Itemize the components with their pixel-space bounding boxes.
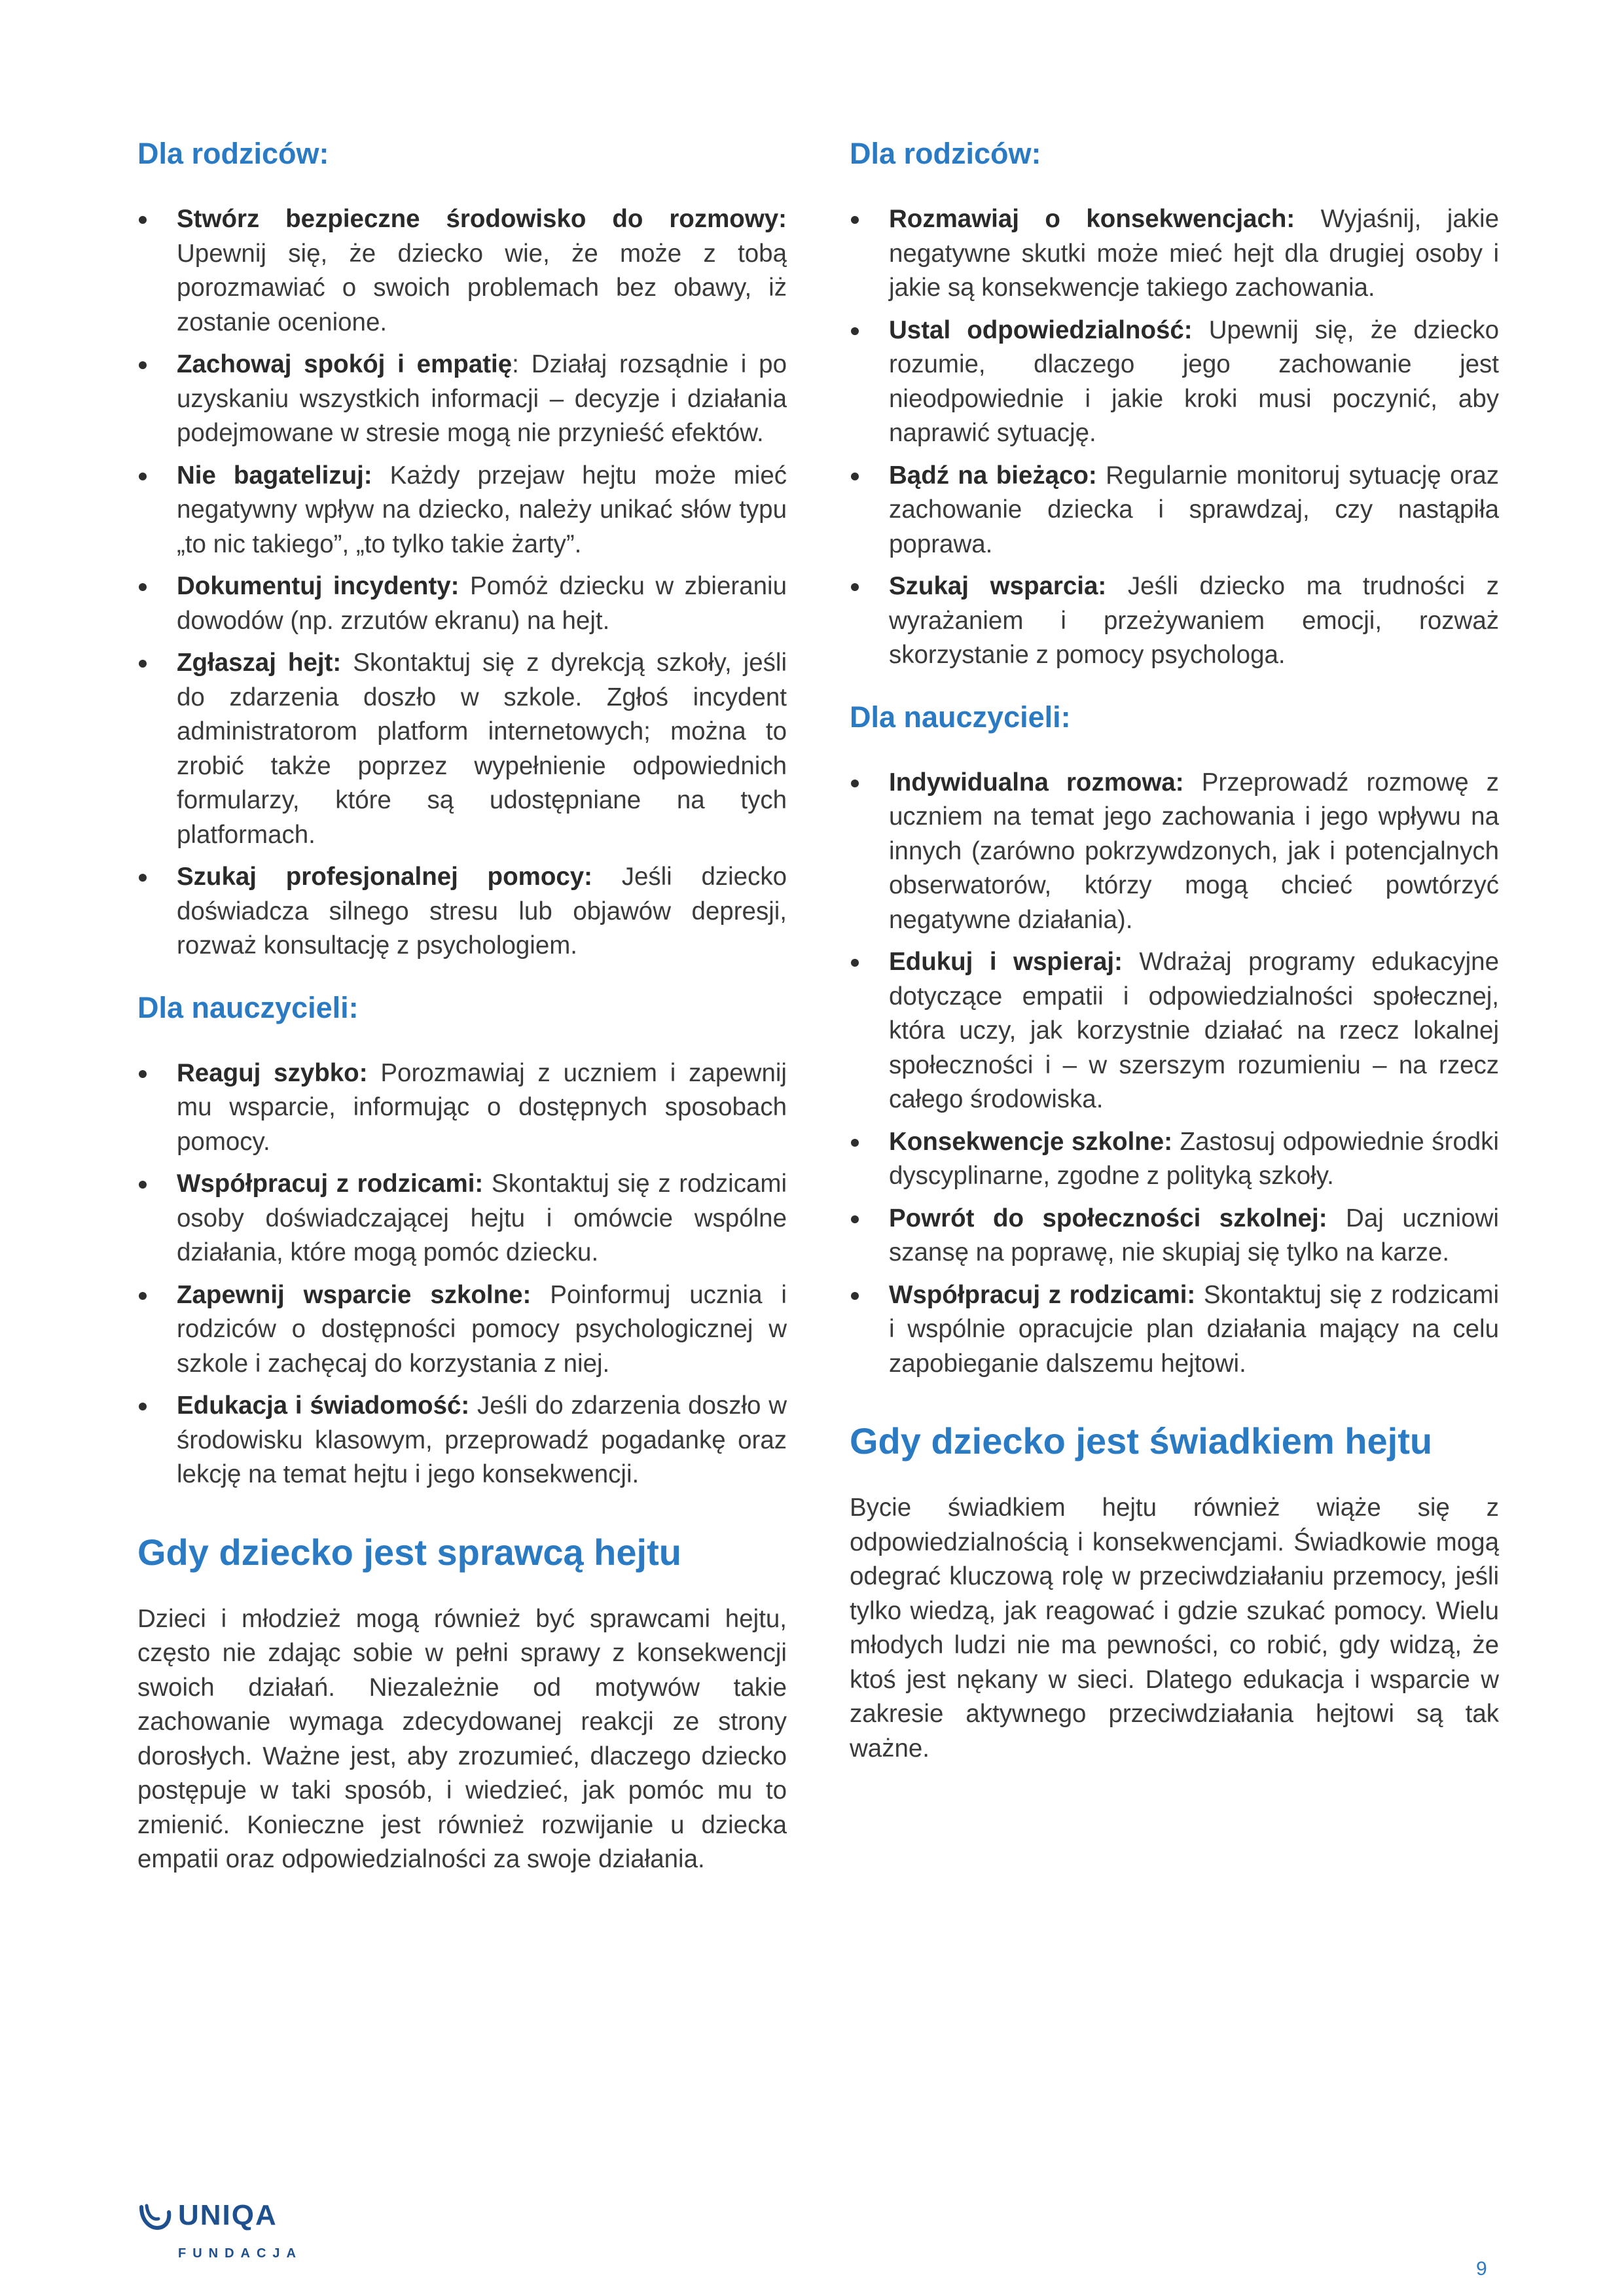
list-item	[850, 314, 1499, 451]
right-teachers-list	[850, 766, 1499, 1382]
right-column	[850, 134, 1499, 1766]
list-item-text: Upewnij się, że dziecko wie, że może z tobą porozmawiać o swoich problemach bez obawy, iż zostanie ocenione.	[177, 239, 787, 336]
logo-name: UNIQA	[178, 2199, 278, 2231]
list-item	[137, 860, 787, 963]
list-item	[850, 766, 1499, 938]
list-item-text: Skontaktuj się z rodzicami i wspólnie opracujcie plan działania mający na celu zapobieganie dalszemu hejtowi.	[889, 1280, 1499, 1378]
list-item	[137, 646, 787, 852]
list-item	[137, 202, 787, 340]
list-item-text: Jeśli dziecko ma trudności z wyrażaniem i przeżywaniem emocji, rozważ skorzystanie z pomocy psychologa.	[889, 572, 1499, 669]
bullet-dot-icon	[139, 1403, 147, 1410]
bullet-dot-icon	[851, 1292, 859, 1300]
list-item-lead: Szukaj wsparcia:	[889, 572, 1107, 600]
list-item-lead: Zgłaszaj hejt:	[177, 649, 342, 677]
list-item-lead: Współpracuj z rodzicami:	[177, 1170, 484, 1198]
bullet-dot-icon	[851, 1139, 859, 1147]
list-item	[850, 945, 1499, 1117]
bullet-dot-icon	[139, 216, 147, 224]
list-item-lead: Ustal odpowiedzialność:	[889, 315, 1193, 344]
list-item-text: : Działaj rozsądnie i po uzyskaniu wszystkich informacji – decyzje i działania podejmowane w stresie mogą nie przynieść efektów.	[177, 350, 787, 447]
list-item-text: Skontaktuj się z dyrekcją szkoły, jeśli do zdarzenia doszło w szkole. Zgłoś incydent administratorom platform internetowych; można to zrobić także poprzez wypełnienie odpowiednich formularzy, które są udostępniane na tych platformach.	[177, 649, 787, 849]
bullet-dot-icon	[851, 583, 859, 591]
list-item	[137, 1389, 787, 1492]
list-item-lead: Reaguj szybko:	[177, 1058, 368, 1087]
list-item	[850, 1278, 1499, 1382]
list-item-text: Wyjaśnij, jakie negatywne skutki może mieć hejt dla drugiej osoby i jakie są konsekwencje takiego zachowania.	[889, 205, 1499, 302]
list-item-lead: Nie bagatelizuj:	[177, 461, 372, 490]
list-item	[850, 459, 1499, 562]
list-item-lead: Edukuj i wspieraj:	[889, 948, 1123, 976]
list-item-lead: Edukacja i świadomość:	[177, 1391, 470, 1420]
list-item-text: Upewnij się, że dziecko rozumie, dlaczego jego zachowanie jest nieodpowiednie i jakie kroki musi poczynić, aby naprawić sytuację.	[889, 315, 1499, 447]
right-parents-list	[850, 202, 1499, 673]
list-item-lead: Zapewnij wsparcie szkolne:	[177, 1280, 532, 1309]
list-item	[137, 569, 787, 638]
list-item-text: Porozmawiaj z uczniem i zapewnij mu wsparcie, informując o dostępnych sposobach pomocy.	[177, 1058, 787, 1156]
list-item-lead: Powrót do społeczności szkolnej:	[889, 1204, 1327, 1232]
list-item-text: Wdrażaj programy edukacyjne dotyczące empatii i odpowiedzialności społecznej, która uczy, jak korzystnie działać na rzecz lokalnej społeczności i – w szerszym rozumieniu – na rzecz całego środowiska.	[889, 948, 1499, 1113]
list-item	[850, 1202, 1499, 1270]
list-item	[137, 1278, 787, 1382]
left-teachers-list	[137, 1056, 787, 1492]
list-item	[850, 569, 1499, 673]
list-item-text: Zastosuj odpowiednie środki dyscyplinarne, zgodne z polityką szkoły.	[889, 1127, 1499, 1190]
bullet-dot-icon	[139, 874, 147, 882]
list-item-lead: Współpracuj z rodzicami:	[889, 1280, 1196, 1309]
list-item-text: Daj uczniowi szansę na poprawę, nie skupiaj się tylko na karze.	[889, 1204, 1499, 1266]
bullet-dot-icon	[139, 583, 147, 591]
list-item-text: Pomóż dziecku w zbieraniu dowodów (np. zrzutów ekranu) na hejt.	[177, 572, 787, 635]
bullet-dot-icon	[851, 327, 859, 335]
list-item-text: Skontaktuj się z rodzicami osoby doświadczającej hejtu i omówcie wspólne działania, które mogą pomóc dziecku.	[177, 1170, 787, 1266]
bullet-dot-icon	[851, 473, 859, 480]
bullet-dot-icon	[139, 1181, 147, 1189]
bullet-dot-icon	[851, 959, 859, 967]
right-teachers-heading: Dla nauczycieli:	[850, 700, 1071, 734]
list-item-lead: Rozmawiaj o konsekwencjach:	[889, 205, 1295, 233]
list-item-lead: Szukaj profesjonalnej pomocy:	[177, 863, 592, 891]
list-item-lead: Stwórz bezpieczne środowisko do rozmowy:	[177, 205, 787, 233]
right-parents-heading: Dla rodziców:	[850, 137, 1041, 170]
list-item-lead: Konsekwencje szkolne:	[889, 1127, 1173, 1156]
bullet-dot-icon	[139, 660, 147, 668]
list-item-lead: Dokumentuj incydenty:	[177, 572, 460, 600]
bullet-dot-icon	[139, 473, 147, 480]
perpetrator-paragraph: Dzieci i młodzież mogą również być sprawcami hejtu, często nie zdając sobie w pełni sprawy z konsekwencji swoich działań. Niezależnie od motywów takie zachowanie wymaga zdecydowanej reakcji ze strony dorosłych. Ważne jest, aby zrozumieć, dlaczego dziecko postępuje w taki sposób, i wiedzieć, jak pomóc mu to zmienić. Konieczne jest również rozwijanie u dziecka empatii oraz odpowiedzialności za swoje działania.	[137, 1604, 787, 1873]
list-item-text: Przeprowadź rozmowę z uczniem na temat jego zachowania i jego wpływu na innych (zarówno pokrzywdzonych, jak i potencjalnych obserwatorów, którzy mogą chcieć powtórzyć negatywne działania).	[889, 768, 1499, 934]
uniqa-mark-icon	[137, 2202, 173, 2232]
bullet-dot-icon	[851, 780, 859, 787]
list-item	[137, 348, 787, 451]
list-item-text: Każdy przejaw hejtu może mieć negatywny wpływ na dziecko, należy unikać słów typu „to nic takiego”, „to tylko takie żarty”.	[177, 461, 787, 558]
uniqa-logo	[137, 2199, 302, 2271]
list-item-text: Regularnie monitoruj sytuację oraz zachowanie dziecka i sprawdzaj, czy nastąpiła poprawa.	[889, 461, 1500, 558]
list-item-lead: Bądź na bieżąco:	[889, 461, 1097, 490]
list-item-text: Poinformuj ucznia i rodziców o dostępności pomocy psychologicznej w szkole i zachęcaj do korzystania z niej.	[177, 1280, 787, 1378]
logo-subtitle: FUNDACJA	[178, 2246, 302, 2261]
list-item-text: Jeśli dziecko doświadcza silnego stresu lub objawów depresji, rozważ konsultację z psychologiem.	[177, 863, 787, 960]
left-parents-list	[137, 202, 787, 963]
left-teachers-heading: Dla nauczycieli:	[137, 990, 359, 1024]
list-item	[137, 1056, 787, 1160]
bullet-dot-icon	[139, 361, 147, 369]
list-item	[137, 1167, 787, 1270]
page-number: 9	[1476, 2258, 1487, 2280]
list-item-lead: Zachowaj spokój i empatię	[177, 350, 513, 378]
witness-heading: Gdy dziecko jest świadkiem hejtu	[850, 1420, 1433, 1462]
list-item	[137, 459, 787, 562]
bullet-dot-icon	[139, 1070, 147, 1078]
perpetrator-heading: Gdy dziecko jest sprawcą hejtu	[137, 1531, 681, 1573]
list-item	[850, 202, 1499, 306]
witness-paragraph: Bycie świadkiem hejtu również wiąże się z odpowiedzialnością i konsekwencjami. Świadkowie mogą odegrać kluczową rolę w przeciwdziałaniu przemocy, jeśli tylko wiedzą, jak reagować i gdzie szukać pomocy. Wielu młodych ludzi nie ma pewności, co robić, gdy widzą, że ktoś jest nękany w sieci. Dlatego edukacja i wsparcie w zakresie aktywnego przeciwdziałania hejtowi są tak ważne.	[850, 1494, 1499, 1763]
list-item	[850, 1125, 1499, 1194]
left-parents-heading: Dla rodziców:	[137, 137, 329, 170]
bullet-dot-icon	[851, 1215, 859, 1223]
list-item-lead: Indywidualna rozmowa:	[889, 768, 1184, 797]
left-column	[137, 134, 787, 1877]
bullet-dot-icon	[139, 1292, 147, 1300]
list-item-text: Jeśli do zdarzenia doszło w środowisku klasowym, przeprowadź pogadankę oraz lekcję na temat hejtu i jego konsekwencji.	[177, 1391, 787, 1488]
bullet-dot-icon	[851, 216, 859, 224]
